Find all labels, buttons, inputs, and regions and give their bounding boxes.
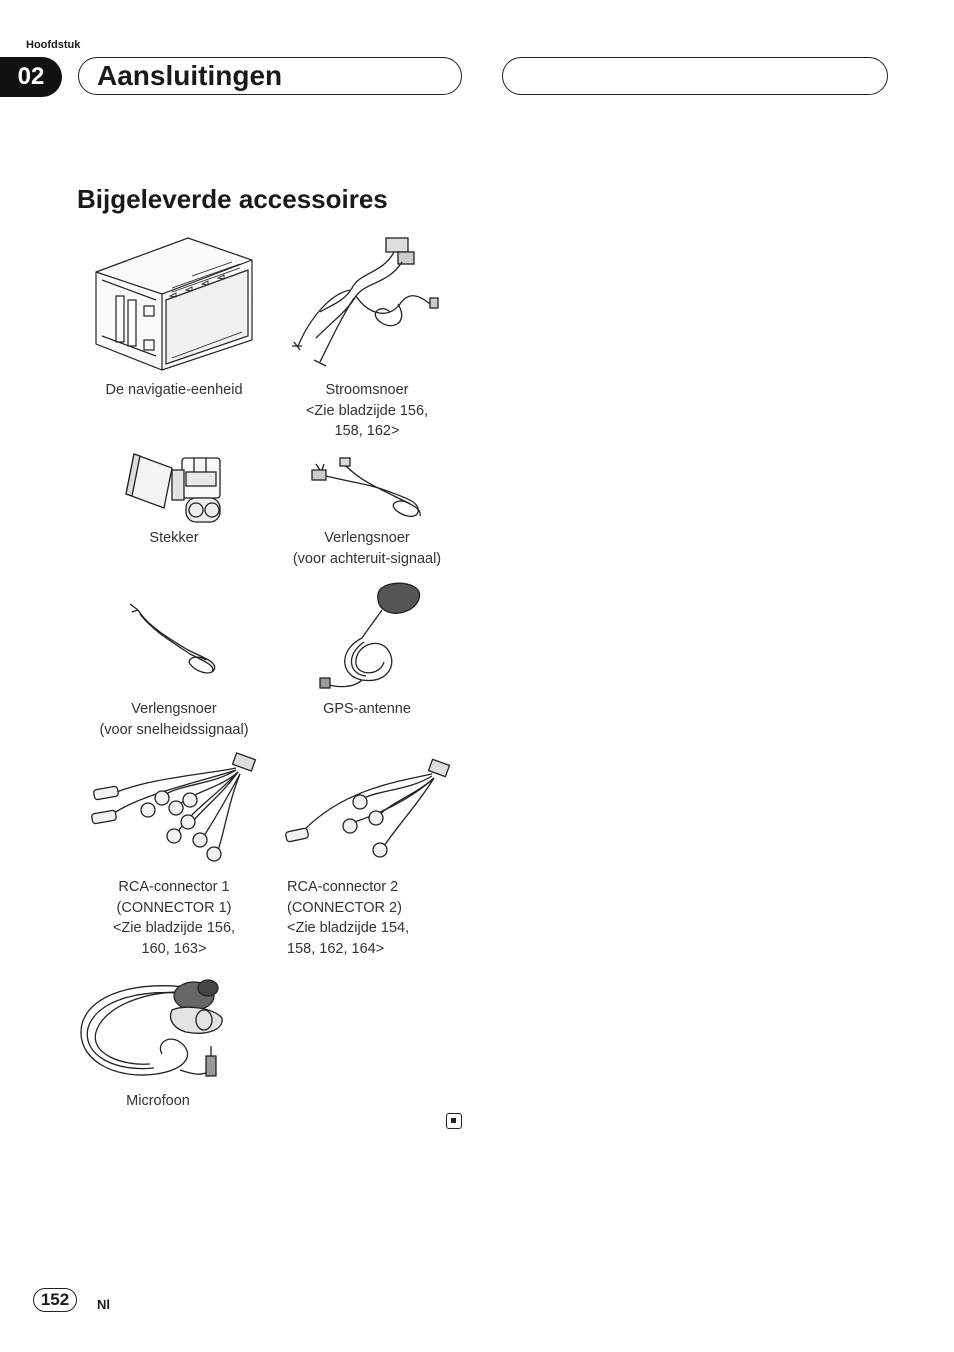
section-title: Bijgeleverde accessoires (77, 184, 388, 214)
caption-rca-connector-2: RCA-connector 2 (CONNECTOR 2) <Zie bladzijde 154, 158, 162, 164> (287, 879, 410, 957)
rca-connector-icon (284, 760, 450, 866)
gps-antenna-icon (318, 580, 424, 694)
header-blank-frame (502, 57, 888, 95)
end-of-section-mark (446, 1113, 462, 1129)
caption-plug: Stekker (149, 530, 199, 546)
plug-icon (126, 452, 224, 526)
caption-microphone: Microfoon (126, 1093, 190, 1109)
navigation-unit-icon (92, 236, 257, 371)
caption-power-cord: Stroomsnoer <Zie bladzijde 156, 158, 162> (305, 382, 429, 439)
page-number: 152 (33, 1288, 77, 1312)
chapter-title: Aansluitingen (97, 60, 283, 91)
power-cord-icon (290, 234, 445, 374)
caption-gps-antenna: GPS-antenne (323, 701, 411, 717)
caption-extension-cord-reverse: Verlengsnoer (voor achteruit-signaal) (292, 530, 442, 567)
chapter-number-badge: 02 (0, 57, 62, 97)
language-code: Nl (97, 1297, 110, 1312)
caption-navigation-unit: De navigatie-eenheid (105, 382, 243, 398)
extension-cord-icon (310, 456, 426, 522)
rca-connector-icon (88, 754, 256, 872)
microphone-icon (76, 974, 228, 1088)
caption-rca-connector-1: RCA-connector 1 (CONNECTOR 1) <Zie bladzijde 156, 160, 163> (112, 879, 236, 957)
caption-extension-cord-speed: Verlengsnoer (voor snelheidssignaal) (99, 701, 249, 738)
extension-cord-icon (128, 602, 220, 676)
chapter-label: Hoofdstuk (26, 39, 81, 51)
